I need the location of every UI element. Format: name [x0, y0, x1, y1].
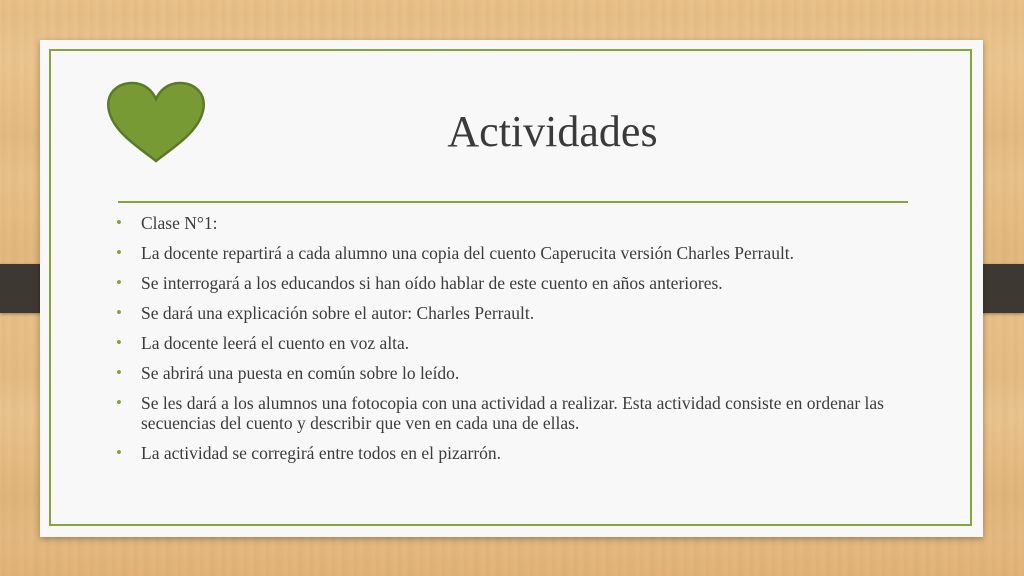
bullet-marker: • [116, 213, 122, 232]
bullet-item [116, 443, 906, 463]
bullet-text: Clase N°1: [141, 213, 218, 233]
bullet-marker: • [116, 273, 122, 292]
bullet-list [116, 213, 906, 473]
bullet-item [116, 273, 906, 293]
bullet-marker: • [116, 303, 122, 322]
bullet-item [116, 303, 906, 323]
bullet-marker: • [116, 393, 122, 412]
bullet-text: La docente repartirá a cada alumno una copia del cuento Caperucita versión Charles Perrault. [141, 243, 795, 263]
slide-title: Actividades [447, 107, 658, 156]
bullet-item [116, 243, 906, 263]
bullet-marker: • [116, 443, 122, 462]
bullet-text: La actividad se corregirá entre todos en el pizarrón. [141, 443, 502, 463]
bullet-item [116, 213, 906, 233]
bullet-marker: • [116, 333, 122, 352]
title-divider [118, 201, 908, 203]
bullet-marker: • [116, 363, 122, 382]
bullet-text: La docente leerá el cuento en voz alta. [141, 333, 410, 353]
bullet-text: Se dará una explicación sobre el autor: Charles Perrault. [141, 303, 535, 323]
heart-shape [108, 83, 203, 161]
bullet-text: Se les dará a los alumnos una fotocopia con una actividad a realizar. Esta actividad consiste en ordenar las secuencias del cuento y describir que ven en cada una de ellas. [141, 393, 884, 433]
bullet-item [116, 333, 906, 353]
bullet-item [116, 363, 906, 383]
bullet-item [116, 393, 906, 433]
bullet-marker: • [116, 243, 122, 262]
slide-card [40, 40, 983, 537]
bullet-text: Se interrogará a los educandos si han oído hablar de este cuento en años anteriores. [141, 273, 723, 293]
bullet-text: Se abrirá una puesta en común sobre lo leído. [141, 363, 460, 383]
heart-icon [106, 81, 206, 163]
